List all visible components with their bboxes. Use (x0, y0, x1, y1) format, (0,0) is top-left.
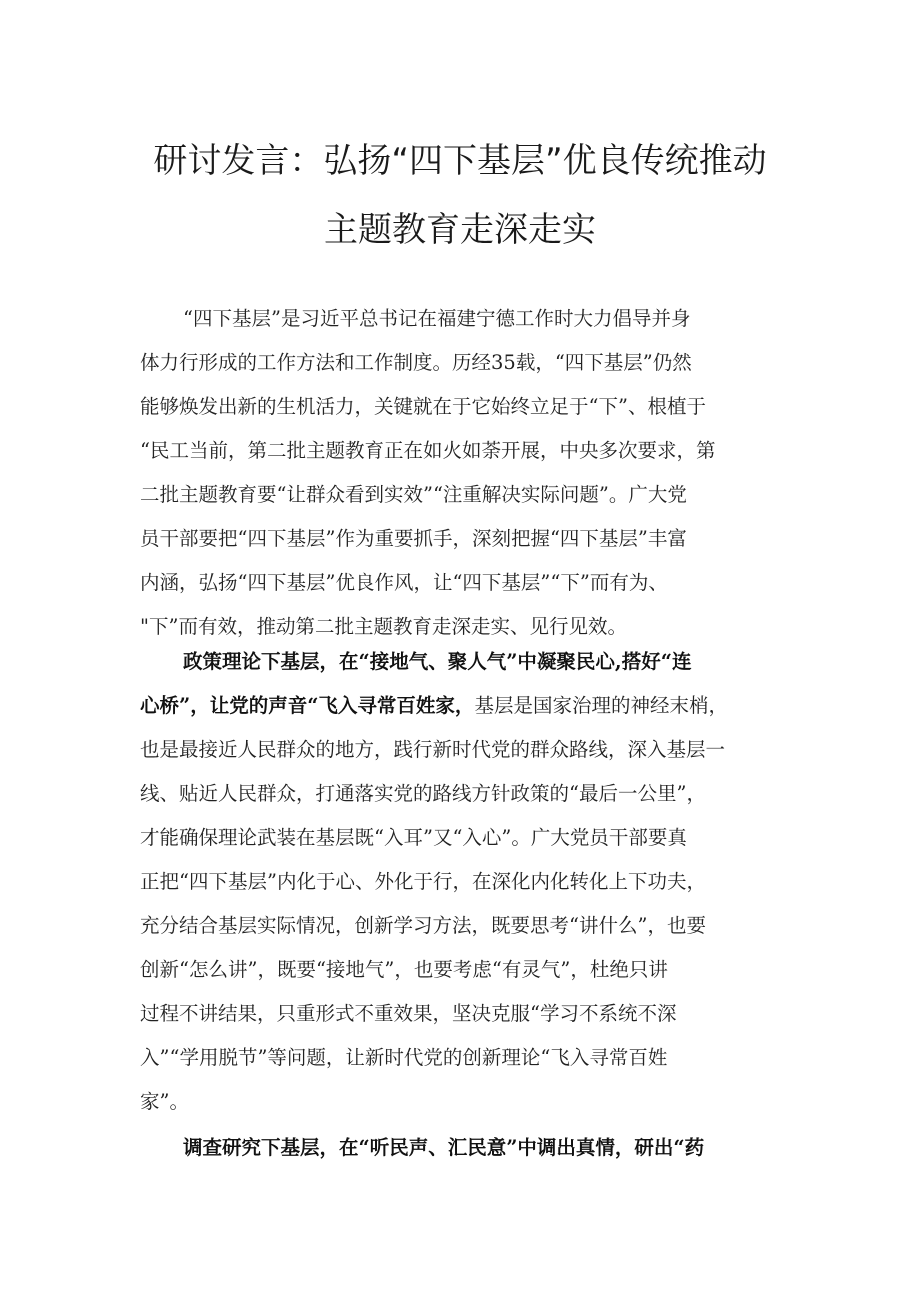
section-heading: 政策理论下基层，在“接地气、聚人气”中凝聚民心,搭好“连 (183, 650, 692, 673)
paragraph-investigation (140, 1126, 800, 1170)
document-title-line-1: 研讨发言：弘扬“四下基层”优良传统推动 (153, 141, 767, 181)
paragraph-line: 过程不讲结果，只重形式不重效果，坚决克服“学习不系统不深 (140, 1002, 677, 1025)
paragraph-line: 心桥”，让党的声音“飞入寻常百姓家，基层是国家治理的神经末梢， (140, 694, 728, 717)
section-heading-continued: 心桥”，让党的声音“飞入寻常百姓家， (140, 694, 475, 717)
paragraph-policy-theory (140, 640, 800, 1124)
paragraph-line: 才能确保理论武装在基层既“入耳”又“入心”。广大党员干部要真 (140, 826, 687, 849)
paragraph-line: 也是最接近人民群众的地方，践行新时代党的群众路线，深入基层一 (140, 738, 726, 761)
section-heading: 调查研究下基层，在“听民声、汇民意”中调出真情，研出“药 (183, 1136, 705, 1159)
paragraph-line: 入”“学用脱节”等问题，让新时代党的创新理论“飞入寻常百姓 (140, 1046, 668, 1069)
paragraph-line: 正把“四下基层”内化于心、外化于行，在深化内化转化上下功夫， (140, 870, 706, 893)
document-title-line-2: 主题教育走深走实 (324, 210, 596, 250)
paragraph-line: 线、贴近人民群众，打通落实党的路线方针政策的“最后一公里”， (140, 782, 706, 805)
paragraph-line: 创新“怎么讲”，既要“接地气”，也要考虑“有灵气”，杜绝只讲 (140, 958, 668, 981)
paragraph-line: 员干部要把“四下基层”作为重要抓手，深刻把握“四下基层”丰富 (140, 527, 687, 550)
paragraph-line: “民工当前，第二批主题教育正在如火如荼开展，中央多次要求，第 (140, 439, 716, 462)
paragraph-line: 家”。 (140, 1090, 189, 1113)
paragraph-line: “四下基层”是习近平总书记在福建宁德工作时大力倡导并身 (183, 307, 691, 330)
paragraph-line: 体力行形成的工作方法和工作制度。历经35载，“四下基层”仍然 (140, 351, 692, 374)
paragraph-line: 能够焕发出新的生机活力，关键就在于它始终立足于“下”、根植于 (140, 395, 706, 418)
paragraph-intro (140, 297, 800, 649)
paragraph-line: 二批主题教育要“让群众看到实效”“注重解决实际问题”。广大党 (140, 483, 687, 506)
paragraph-line: 充分结合基层实际情况，创新学习方法，既要思考“讲什么”，也要 (140, 914, 706, 937)
paragraph-line: 内涵，弘扬“四下基层”优良作风，让“四下基层”“下”而有为、 (140, 571, 668, 594)
paragraph-line: "下”而有效，推动第二批主题教育走深走实、见行见效。 (140, 615, 627, 638)
